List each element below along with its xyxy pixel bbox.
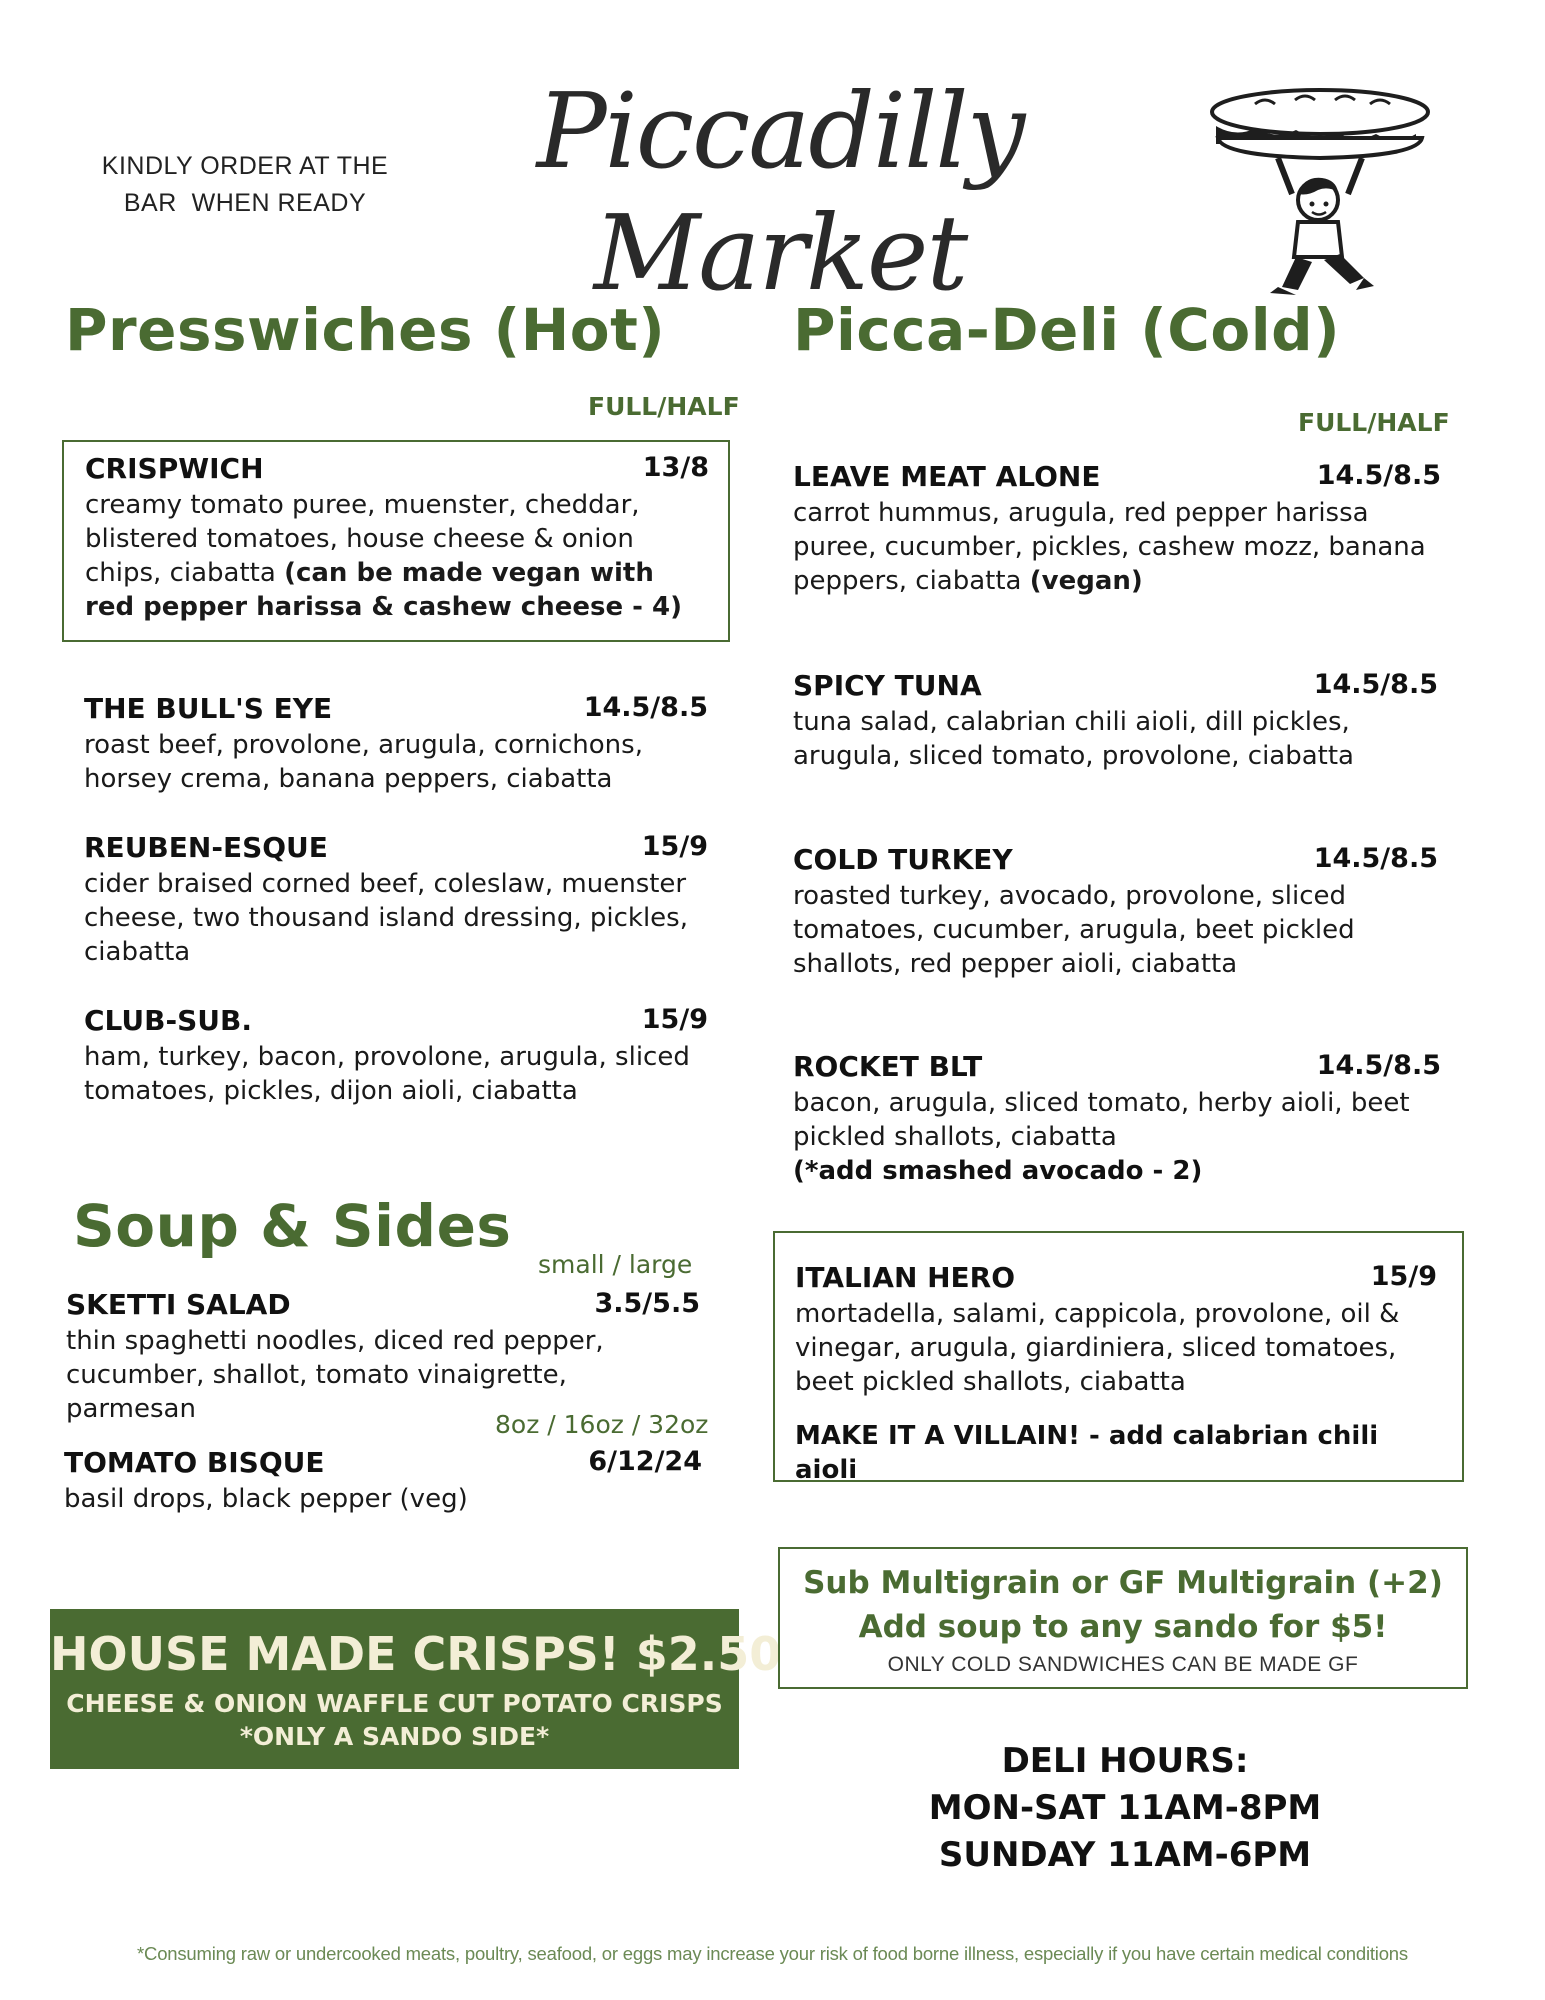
item-description: creamy tomato puree, muenster, cheddar, blistered tomatoes, house cheese & onion chips, ciabatta (can be made vegan with red pepper harissa & cashew cheese - 4)	[85, 490, 682, 622]
menu-item	[64, 1446, 702, 1516]
item-description: bacon, arugula, sliced tomato, herby aioli, beet pickled shallots, ciabatta	[793, 1088, 1410, 1152]
item-price: 15/9	[641, 831, 708, 862]
hot-section-title: Presswiches (Hot)	[65, 296, 666, 364]
menu-item	[793, 460, 1441, 598]
deli-hours	[860, 1738, 1390, 1879]
soup-size-header-1: small / large	[538, 1250, 693, 1279]
menu-item	[793, 669, 1438, 773]
menu-item	[66, 1288, 700, 1426]
item-description: basil drops, black pepper (veg)	[64, 1484, 468, 1514]
item-name: REUBEN-ESQUE	[84, 831, 328, 864]
item-name: ROCKET BLT	[793, 1050, 983, 1083]
brand-logo: Piccadilly Market	[536, 70, 1024, 314]
menu-item	[84, 831, 708, 969]
item-description: roast beef, provolone, arugula, cornichons, horsey crema, banana peppers, ciabatta	[84, 730, 643, 794]
item-price: 14.5/8.5	[1313, 669, 1438, 700]
item-description: tuna salad, calabrian chili aioli, dill pickles, arugula, sliced tomato, provolone, ciabatta	[793, 707, 1354, 771]
item-name: COLD TURKEY	[793, 843, 1013, 876]
promo-line-1: Sub Multigrain or GF Multigrain (+2)	[803, 1565, 1443, 1601]
sandwich-carrier-icon	[1200, 82, 1440, 297]
item-name: SPICY TUNA	[793, 669, 982, 702]
item-description: thin spaghetti noodles, diced red pepper, cucumber, shallot, tomato vinaigrette, parmesan	[66, 1326, 604, 1424]
hours-line-2: SUNDAY 11AM-6PM	[938, 1835, 1312, 1875]
order-note	[95, 148, 395, 222]
item-description: ham, turkey, bacon, provolone, arugula, sliced tomatoes, pickles, dijon aioli, ciabatta	[84, 1042, 690, 1106]
item-name: TOMATO BISQUE	[64, 1446, 325, 1479]
item-name: CLUB-SUB.	[84, 1004, 252, 1037]
promo-line-2: Add soup to any sando for $5!	[858, 1609, 1388, 1645]
item-price: 14.5/8.5	[1313, 843, 1438, 874]
item-name: ITALIAN HERO	[795, 1261, 1016, 1294]
cold-section-title: Picca-Deli (Cold)	[793, 296, 1341, 364]
hot-size-header: FULL/HALF	[588, 392, 740, 421]
item-price: 14.5/8.5	[1316, 460, 1441, 491]
crisps-line-2: *ONLY A SANDO SIDE*	[239, 1722, 550, 1751]
menu-item-italian-hero-box	[773, 1231, 1464, 1485]
menu-item-crispwich-box	[62, 440, 730, 642]
item-description: cider braised corned beef, coleslaw, muenster cheese, two thousand island dressing, pickles, ciabatta	[84, 869, 688, 967]
item-name: THE BULL'S EYE	[84, 692, 333, 725]
item-description: mortadella, salami, cappicola, provolone, oil & vinegar, arugula, giardiniera, sliced tomatoes, beet pickled shallots, ciabatta	[795, 1299, 1400, 1397]
item-price: 14.5/8.5	[1316, 1050, 1441, 1081]
item-note: MAKE IT A VILLAIN! - add calabrian chili aioli	[795, 1421, 1379, 1485]
item-price: 6/12/24	[588, 1446, 702, 1477]
cold-size-header: FULL/HALF	[1298, 408, 1450, 437]
crisps-title: HOUSE MADE CRISPS! $2.50	[50, 1627, 782, 1681]
crisps-banner	[50, 1609, 782, 1769]
item-price: 15/9	[1370, 1261, 1437, 1292]
item-name: CRISPWICH	[85, 452, 264, 485]
item-name: LEAVE MEAT ALONE	[793, 460, 1101, 493]
order-note-line-2: BAR WHEN READY	[123, 189, 367, 217]
menu-item	[793, 1050, 1441, 1188]
item-price: 13/8	[642, 452, 709, 483]
hours-line-1: MON-SAT 11AM-8PM	[928, 1788, 1322, 1828]
menu-item	[84, 1004, 708, 1108]
item-description: carrot hummus, arugula, red pepper harissa puree, cucumber, pickles, cashew mozz, banana peppers, ciabatta (vegan)	[793, 498, 1426, 596]
item-price: 15/9	[641, 1004, 708, 1035]
order-note-line-1: KINDLY ORDER AT THE	[101, 152, 389, 180]
promo-line-3: ONLY COLD SANDWICHES CAN BE MADE GF	[887, 1653, 1359, 1676]
promo-box	[778, 1547, 1468, 1689]
crisps-line-1: CHEESE & ONION WAFFLE CUT POTATO CRISPS	[66, 1689, 723, 1718]
hours-title: DELI HOURS:	[1001, 1741, 1249, 1781]
food-safety-disclaimer: *Consuming raw or undercooked meats, poultry, seafood, or eggs may increase your risk of food borne illness, especially if you have certain medical conditions	[137, 1943, 1408, 1964]
menu-item	[84, 692, 708, 796]
item-price: 14.5/8.5	[583, 692, 708, 723]
item-price: 3.5/5.5	[594, 1288, 700, 1319]
item-note: (vegan)	[1029, 566, 1143, 596]
item-note: (can be made vegan with red pepper harissa & cashew cheese - 4)	[85, 558, 682, 622]
item-description: roasted turkey, avocado, provolone, sliced tomatoes, cucumber, arugula, beet pickled shallots, red pepper aioli, ciabatta	[793, 881, 1355, 979]
menu-item	[793, 843, 1438, 981]
soup-section-title: Soup & Sides	[73, 1192, 512, 1260]
item-name: SKETTI SALAD	[66, 1288, 291, 1321]
soup-size-header-2: 8oz / 16oz / 32oz	[495, 1410, 709, 1439]
item-note: (*add smashed avocado - 2)	[793, 1156, 1203, 1186]
